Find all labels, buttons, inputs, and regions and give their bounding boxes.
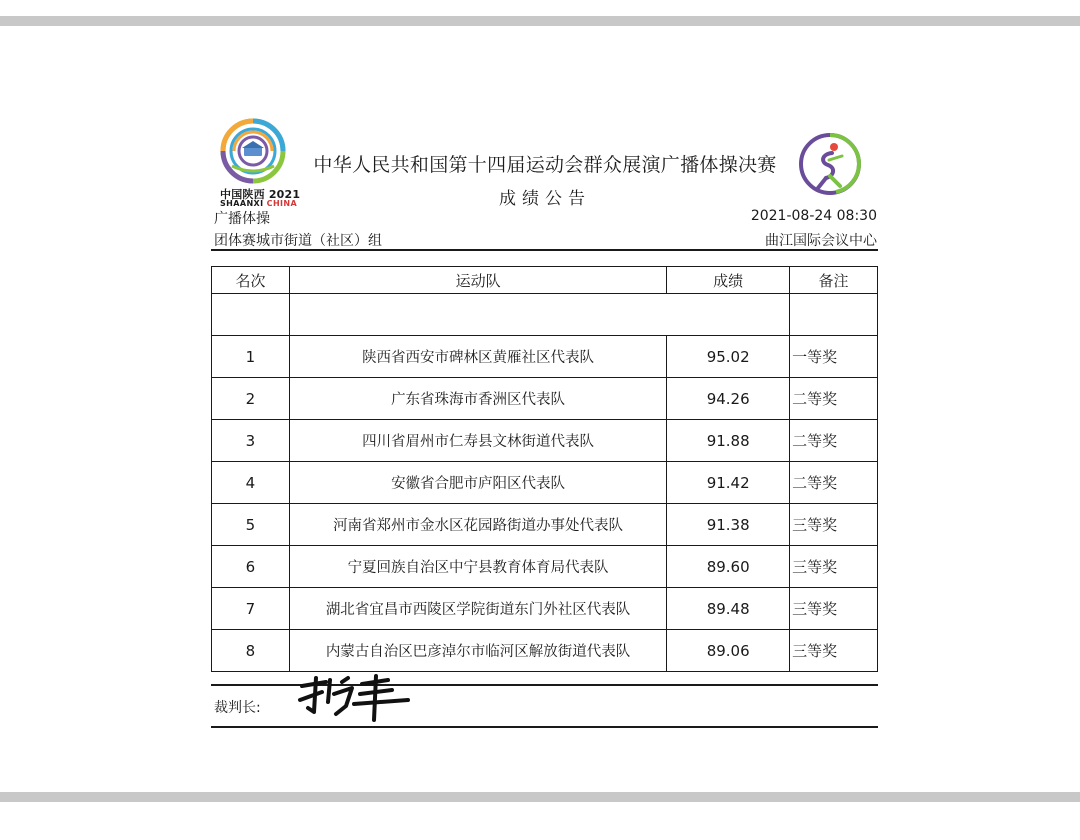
event-datetime: 2021-08-24 08:30 <box>750 208 877 224</box>
rank-cell: 8 <box>212 630 290 672</box>
score-cell: 95.02 <box>667 336 790 378</box>
rank-cell: 1 <box>212 336 290 378</box>
award-cell: 二等奖 <box>790 420 878 462</box>
table-row <box>212 378 878 420</box>
table-row <box>212 504 878 546</box>
score-cell: 94.26 <box>667 378 790 420</box>
gymnastics-emblem <box>796 130 864 198</box>
table-header-row <box>212 267 878 294</box>
event-category: 广播体操 <box>214 211 270 227</box>
award-cell: 三等奖 <box>790 588 878 630</box>
rank-cell: 7 <box>212 588 290 630</box>
table-row <box>212 588 878 630</box>
table-row <box>212 462 878 504</box>
bottom-border-band <box>0 792 1080 802</box>
team-cell: 湖北省宜昌市西陵区学院街道东门外社区代表队 <box>289 588 666 630</box>
logo-caption-en: SHAANXI CHINA <box>220 199 298 208</box>
award-cell: 二等奖 <box>790 462 878 504</box>
shaanxi-2021-logo <box>214 118 304 210</box>
score-cell: 89.60 <box>667 546 790 588</box>
table-row <box>212 420 878 462</box>
rank-cell: 6 <box>212 546 290 588</box>
team-cell: 安徽省合肥市庐阳区代表队 <box>289 462 666 504</box>
team-cell: 广东省珠海市香洲区代表队 <box>289 378 666 420</box>
score-cell: 91.88 <box>667 420 790 462</box>
team-cell: 四川省眉州市仁寿县文林街道代表队 <box>289 420 666 462</box>
results-rows <box>212 294 878 672</box>
score-cell: 91.38 <box>667 504 790 546</box>
col-header-team: 运动队 <box>289 267 666 294</box>
page-subtitle: 成绩公告 <box>499 189 591 209</box>
rank-cell: 4 <box>212 462 290 504</box>
logo-caption-cn: 中国陕西 2021 <box>220 188 301 201</box>
handwritten-signature <box>296 672 416 724</box>
gymnast-emblem-icon <box>796 130 864 198</box>
col-header-note: 备注 <box>790 267 878 294</box>
team-cell: 河南省郑州市金水区花园路街道办事处代表队 <box>289 504 666 546</box>
award-cell: 二等奖 <box>790 378 878 420</box>
score-cell: 91.42 <box>667 462 790 504</box>
table-row <box>212 336 878 378</box>
team-cell: 陕西省西安市碑林区黄雁社区代表队 <box>289 336 666 378</box>
page-title: 中华人民共和国第十四届运动会群众展演广播体操决赛 <box>313 154 777 176</box>
top-border-band <box>0 16 1080 26</box>
team-cell: 内蒙古自治区巴彦淖尔市临河区解放街道代表队 <box>289 630 666 672</box>
rank-cell: 3 <box>212 420 290 462</box>
col-header-score: 成绩 <box>667 267 790 294</box>
signature-bottom-line <box>211 726 878 728</box>
rank-cell: 2 <box>212 378 290 420</box>
score-cell: 89.06 <box>667 630 790 672</box>
award-cell: 三等奖 <box>790 630 878 672</box>
event-venue: 曲江国际会议中心 <box>765 233 877 249</box>
team-cell: 宁夏回族自治区中宁县教育体育局代表队 <box>289 546 666 588</box>
col-header-rank: 名次 <box>212 267 290 294</box>
award-cell: 三等奖 <box>790 504 878 546</box>
award-cell: 三等奖 <box>790 546 878 588</box>
header-divider <box>211 249 878 251</box>
games-emblem-icon <box>220 118 286 184</box>
award-cell: 一等奖 <box>790 336 878 378</box>
score-cell: 89.48 <box>667 588 790 630</box>
header-gap <box>212 294 878 336</box>
results-table <box>211 266 878 672</box>
chief-judge-label: 裁判长: <box>214 700 261 716</box>
table-row <box>212 546 878 588</box>
table-row <box>212 630 878 672</box>
rank-cell: 5 <box>212 504 290 546</box>
event-group: 团体赛城市街道（社区）组 <box>214 233 382 249</box>
